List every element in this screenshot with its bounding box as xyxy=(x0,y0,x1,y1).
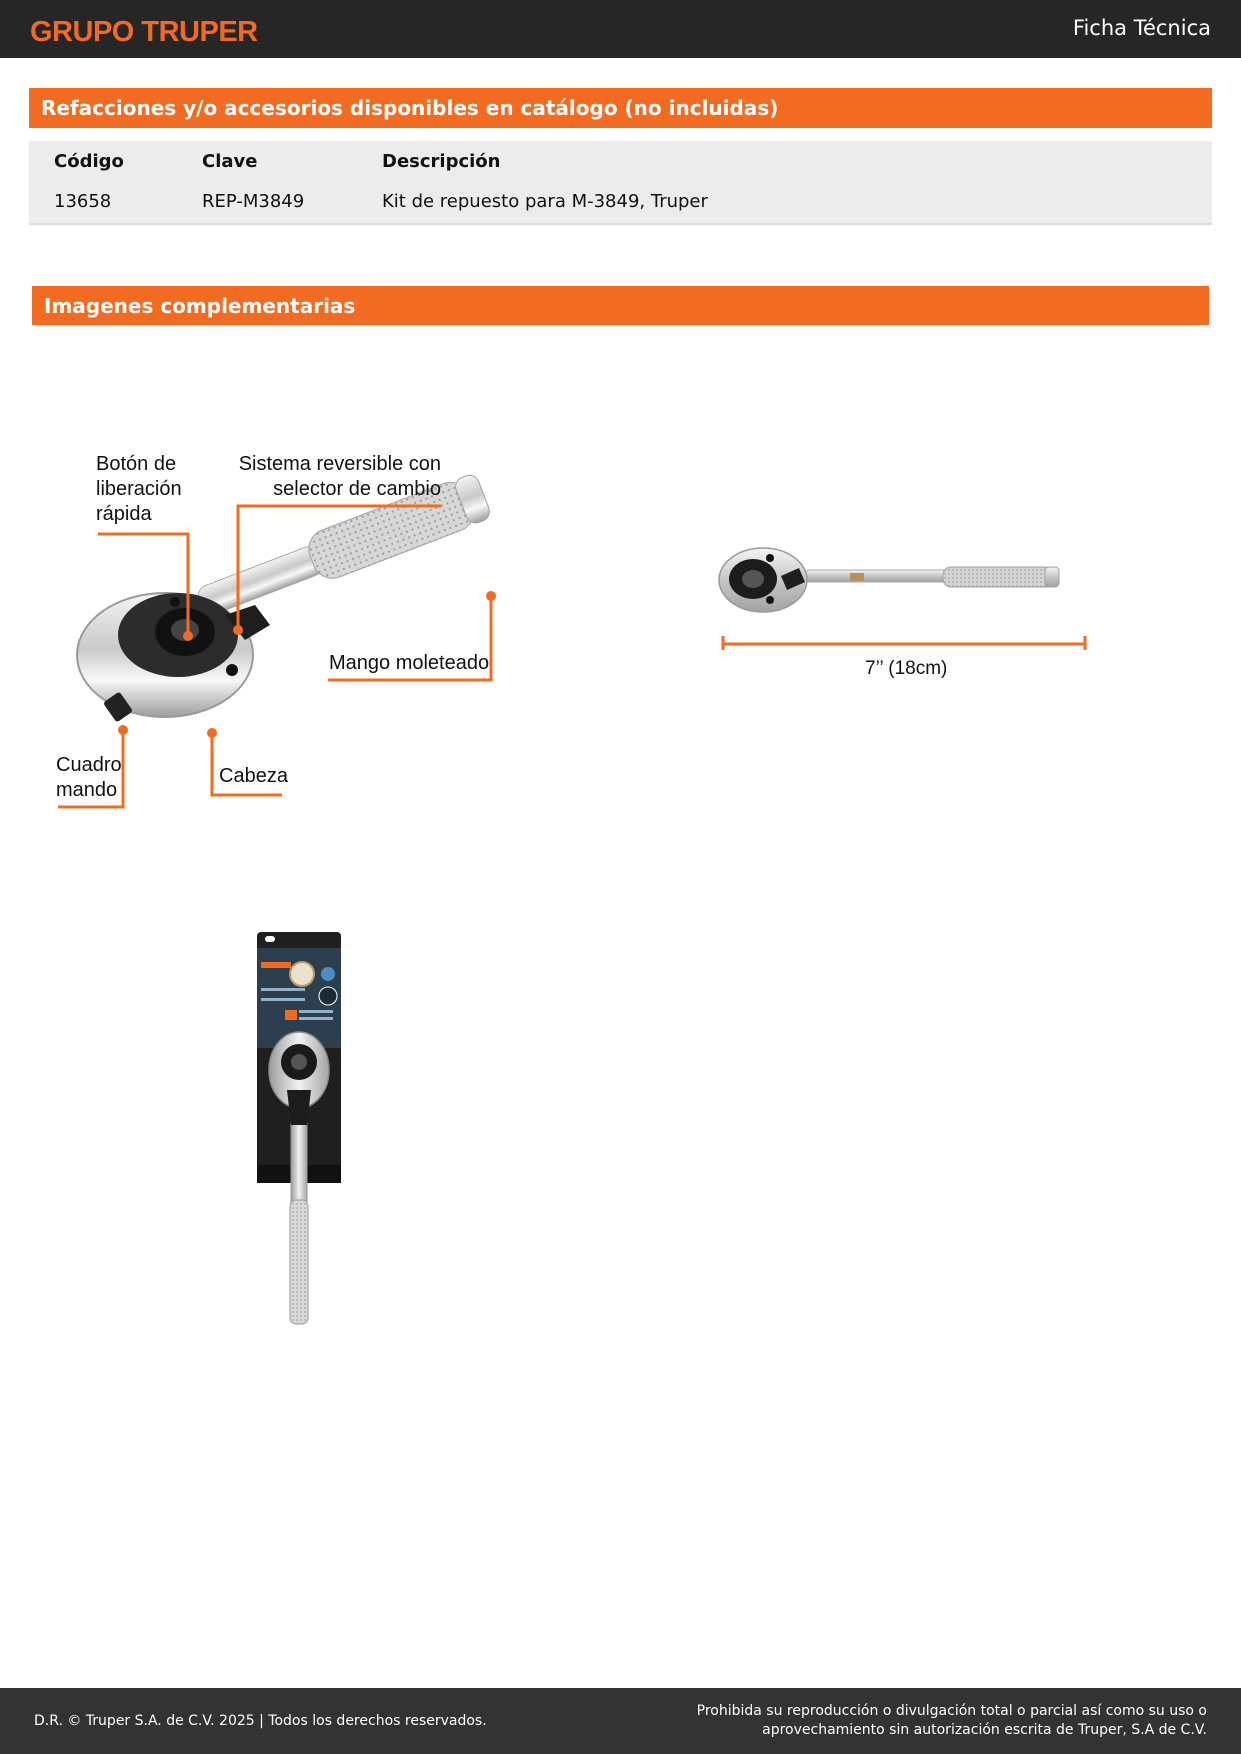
accessories-table xyxy=(29,141,1212,225)
copyright-text: D.R. © Truper S.A. de C.V. 2025 | Todos los derechos reservados. xyxy=(34,1713,487,1729)
packaged-ratchet-illustration xyxy=(255,930,345,1350)
accessories-section-title: Refacciones y/o accesorios disponibles en catálogo (no incluidas) xyxy=(29,88,1212,128)
ratchet-dimension-illustration xyxy=(715,540,1090,650)
page-footer xyxy=(0,1688,1241,1754)
table-cell-description: Kit de repuesto para M-3849, Truper xyxy=(382,191,708,212)
document-type: Ficha Técnica xyxy=(1072,16,1211,40)
brand-logo: GRUPO TRUPER xyxy=(30,16,258,48)
table-cell-code: 13658 xyxy=(54,191,112,212)
callout-reversible-system: Sistema reversible con selector de cambio xyxy=(238,453,441,500)
column-header-key: Clave xyxy=(202,151,258,172)
legal-notice: Prohibida su reproducción o divulgación total o parcial así como su uso o aprovechamiento sin autorización escrita de Truper, S.A de C.V. xyxy=(696,1703,1207,1738)
ratchet-head xyxy=(77,593,270,723)
top-bar xyxy=(0,0,1241,58)
table-cell-key: REP-M3849 xyxy=(202,191,305,212)
column-header-code: Código xyxy=(54,151,124,172)
column-header-description: Descripción xyxy=(382,151,501,172)
dimension-label: 7’’ (18cm) xyxy=(865,658,948,679)
callout-head: Cabeza xyxy=(219,765,288,787)
callout-drive-square: Cuadro mando xyxy=(56,754,122,801)
callout-knurled-handle: Mango moleteado xyxy=(329,652,490,674)
images-section-title: Imagenes complementarias xyxy=(32,286,1209,325)
callout-release-button: Botón de liberación rápida xyxy=(96,453,182,525)
